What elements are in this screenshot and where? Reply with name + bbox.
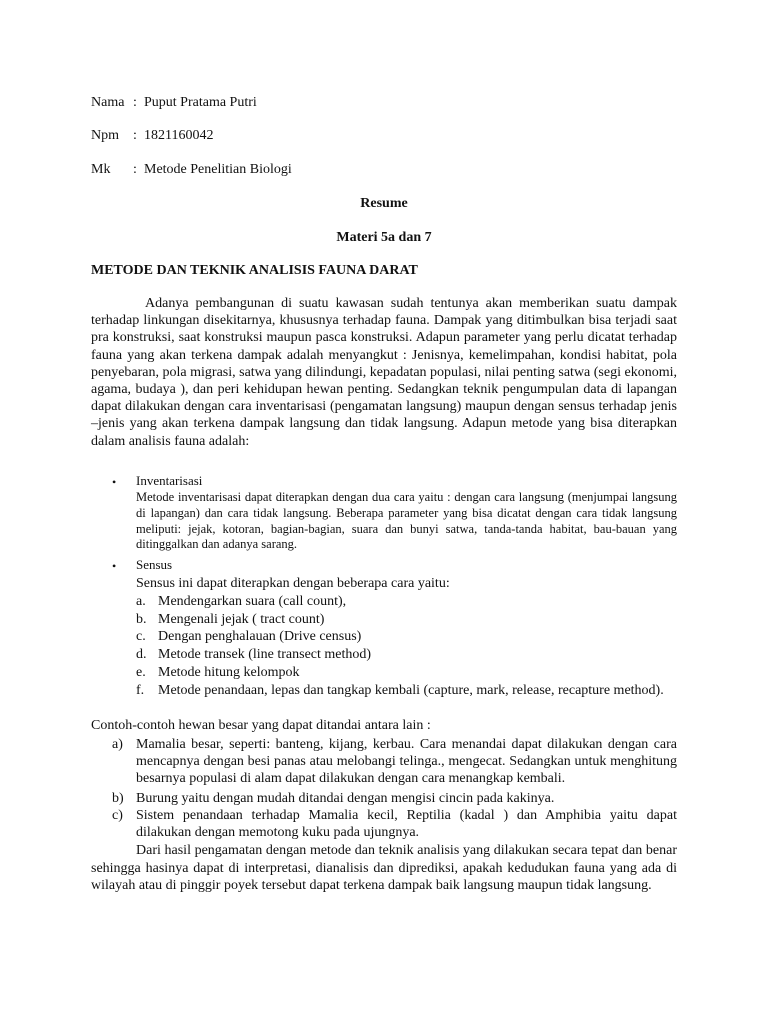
inventarisasi-text: Metode inventarisasi dapat diterapkan dengan dua cara yaitu : dengan cara langsung (menjumpai langsung di lapangan) dan cara tidak langsung. Beberapa parameter yang bisa dicatat dengan cara tidak langsung meliputi: jejak, kotoran, bagian-bagian, suara dan bunyi satwa, tanda-tanda habitat, bau-bauan yang ditinggalkan dan adanya sarang. [136,490,677,552]
sensus-intro: Sensus ini dapat diterapkan dengan beberapa cara yaitu: [136,576,450,591]
list-text: Metode hitung kelompok [158,665,300,680]
name-row [91,94,257,112]
mk-value: Metode Penelitian Biologi [144,162,292,177]
list-item [136,664,677,681]
list-marker: b. [136,612,147,627]
npm-label: Npm [91,128,119,143]
section-heading: METODE DAN TEKNIK ANALISIS FAUNA DARAT [91,263,418,278]
list-item [136,628,677,645]
example-item [112,807,677,841]
example-item [112,790,677,807]
npm-separator: : [133,128,137,143]
name-value: Puput Pratama Putri [144,95,257,110]
example-text: Burung yaitu dengan mudah ditandai dengan mengisi cincin pada kakinya. [136,791,555,806]
example-item [112,736,677,787]
list-marker: a. [136,594,146,609]
bullet-sensus: • [112,559,117,573]
intro-paragraph: Adanya pembangunan di suatu kawasan sudah tentunya akan memberikan suatu dampak terhadap linkungan disekitarnya, khususnya terhadap fauna. Dampak yang ditimbulkan bisa terjadi saat pra konstruksi, saat konstruksi maupun pasca konstruksi. Adapun parameter yang perlu dicatat terhadap fauna yang akan terkena dampak adalah menyangkut : Jenisnya, kemelimpahan, kondisi habitat, pola penyebaran, pola migrasi, satwa yang dilindungi, kepadatan populasi, nilai penting satwa (segi ekonomi, agama, budaya ), dan peri kehidupan hewan penting. Sedangkan teknik pengumpulan data di lapangan dapat dilakukan dengan cara inventarisasi (pengamatan langsung) maupun dengan sensus terhadap jenis –jenis yang akan terkena dampak langsung dan tidak langsung. Adapun metode yang bisa diterapkan dalam analisis fauna adalah: [91,296,677,449]
page-title: Resume [360,196,408,211]
list-marker: e. [136,665,146,680]
inventarisasi-title: Inventarisasi [136,473,203,488]
sensus-title: Sensus [136,557,173,572]
list-item [136,646,677,663]
list-marker: f. [136,683,145,698]
list-text: Mengenali jejak ( tract count) [158,612,325,627]
conclusion-paragraph: Dari hasil pengamatan dengan metode dan teknik analisis yang dilakukan secara tepat dan benar sehingga hasinya dapat di interpretasi, dianalisis dan diprediksi, apakah kedudukan fauna yang ada di wilayah atau di pinggir poyek tersebut dapat terkena dampak baik langsung maupun tidak langsung. [91,843,677,893]
bullet-inventarisasi: • [112,475,117,489]
npm-value: 1821160042 [144,128,214,143]
example-marker: c) [112,808,123,823]
example-marker: b) [112,791,124,806]
list-item [136,593,677,610]
page-subtitle: Materi 5a dan 7 [336,230,432,245]
mk-separator: : [133,162,137,177]
name-separator: : [133,95,137,110]
list-text: Metode penandaan, lepas dan tangkap kembali (capture, mark, release, recapture method). [158,683,664,698]
list-text: Metode transek (line transect method) [158,647,372,662]
example-marker: a) [112,737,123,752]
examples-intro: Contoh-contoh hewan besar yang dapat ditandai antara lain : [91,718,431,733]
list-marker: c. [136,629,146,644]
list-marker: d. [136,647,147,662]
list-text: Mendengarkan suara (call count), [158,594,347,609]
list-text: Dengan penghalauan (Drive census) [158,629,362,644]
example-text: Mamalia besar, seperti: banteng, kijang, kerbau. Cara menandai dapat dilakukan dengan cara mencapnya dengan besi panas atau melobangi telinga., mengecat. Sedangkan untuk menghitung besarnya populasi di alam dapat dilakukan dengan cara menangkap kembali. [136,737,677,786]
list-item [136,682,677,699]
mk-row [91,161,292,179]
name-label: Nama [91,95,125,110]
example-text: Sistem penandaan terhadap Mamalia kecil, Reptilia (kadal ) dan Amphibia yaitu dapat dilakukan dengan memotong kuku pada ujungnya. [136,808,677,840]
npm-row [91,127,213,145]
mk-label: Mk [91,162,111,177]
list-item [136,611,677,628]
